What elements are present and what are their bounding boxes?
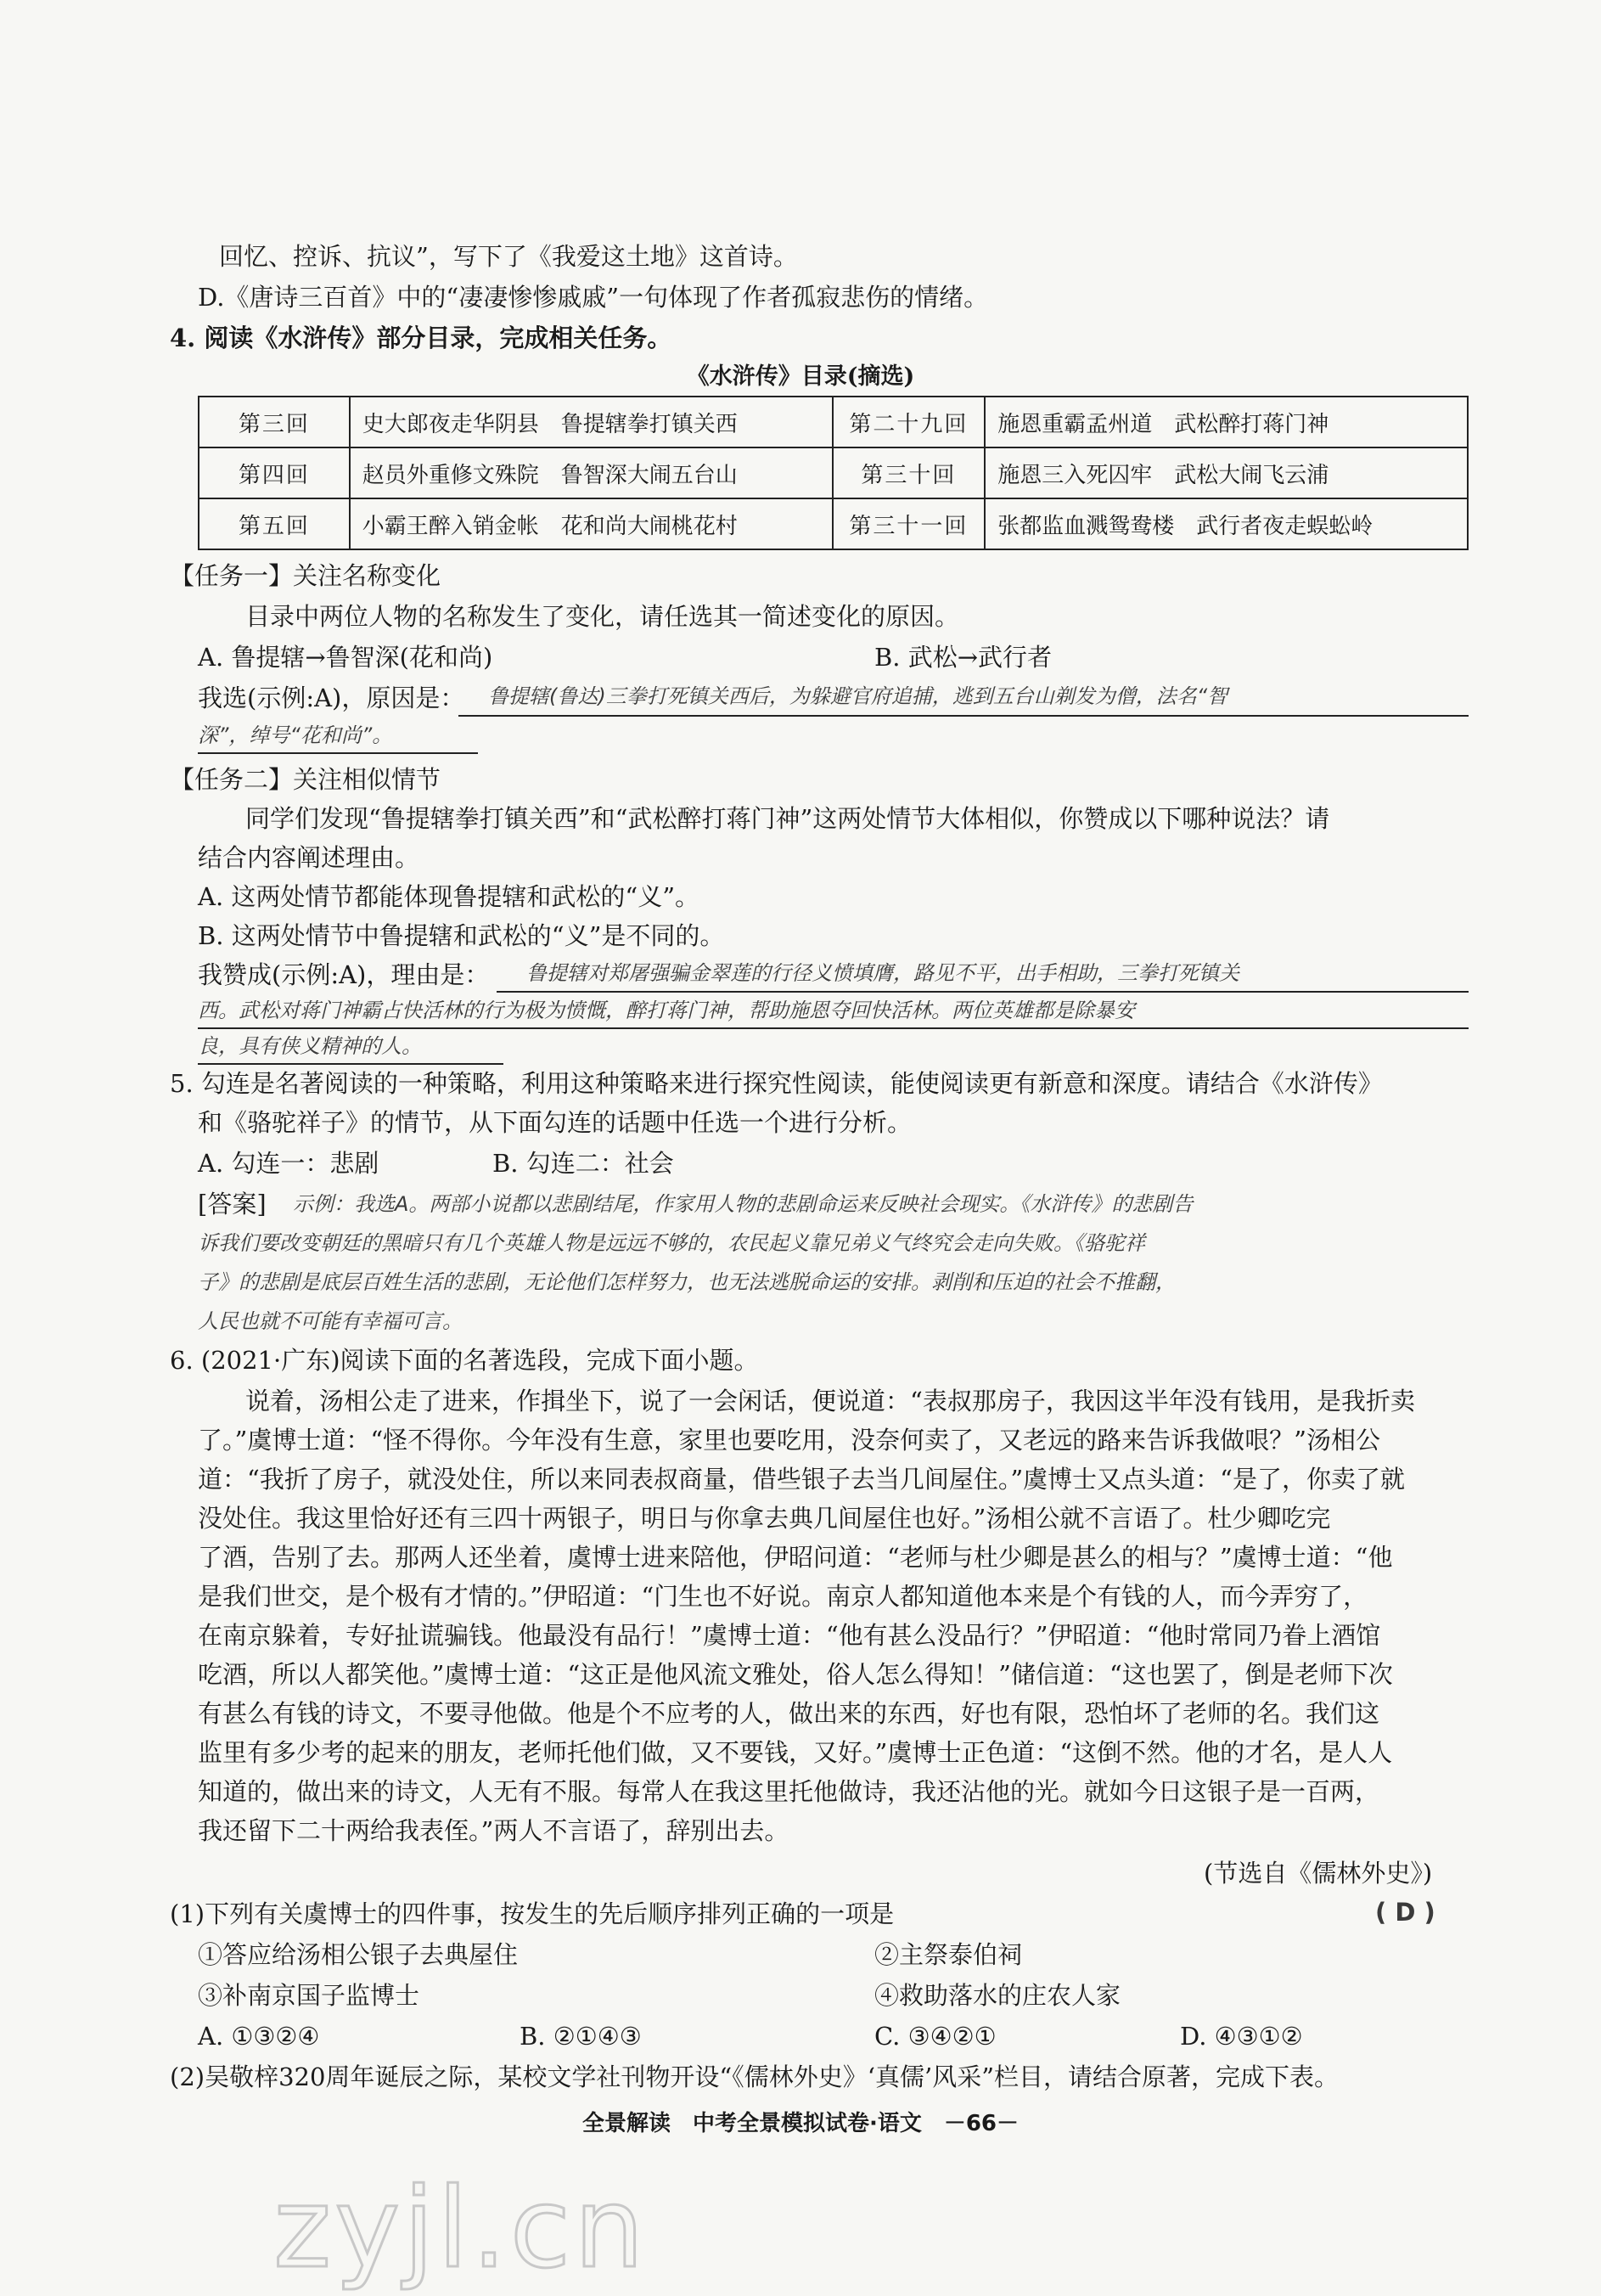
passage-line: 没处住。我这里恰好还有三四十两银子，明日与你拿去典几间屋住也好。”汤相公就不言语了。杜少卿吃完 (198, 1504, 1331, 1533)
passage-line: 道：“我折了房子，就没处住，所以来同表叔商量，借些银子去当几间屋住。”虞博士又点头道：“是了，你卖了就 (198, 1465, 1405, 1494)
task2-option-a: A. 这两处情节都能体现鲁提辖和武松的“义”。 (198, 882, 700, 911)
answer-underline (198, 752, 478, 754)
task1-option-a: A. 鲁提辖→鲁智深(花和尚) (198, 643, 493, 672)
passage-source: (节选自《儒林外史》) (1204, 1859, 1433, 1888)
task1-title: 【任务一】关注名称变化 (170, 561, 441, 590)
table-row (199, 447, 1468, 498)
q5-answer-3: 子》的悲剧是底层百姓生活的悲剧，无论他们怎样努力，也无法逃脱命运的安排。剥削和压迫的社会不推翻， (198, 1270, 1176, 1294)
task2-answer-2: 西。武松对蒋门神霸占快活林的行为极为愤慨，醉打蒋门神，帮助施恩夺回快活林。两位英雄都是除暴安 (198, 999, 1135, 1022)
q5-option-a: A. 勾连一：悲剧 (198, 1149, 379, 1178)
passage-line: 监里有多少考的起来的朋友，老师托他们做，又不要钱，又好。”虞博士正色道：“这倒不然。他的才名，是人人 (198, 1738, 1393, 1767)
task1-option-b: B. 武松→武行者 (874, 643, 1053, 672)
task1-text: 目录中两位人物的名称发生了变化，请任选其一简述变化的原因。 (245, 602, 960, 631)
task2-text-2: 结合内容阐述理由。 (198, 843, 420, 872)
toc-title-cell: 张都监血溅鸳鸯楼 武行者夜走蜈蚣岭 (985, 498, 1468, 549)
q5-answer-4: 人民也就不可能有幸福可言。 (198, 1309, 463, 1333)
toc-title-cell: 史大郎夜走华阴县 鲁提辖拳打镇关西 (350, 397, 833, 447)
task1-answer-2: 深”，绰号“花和尚”。 (198, 723, 393, 747)
answer-underline (458, 715, 1469, 717)
answer-underline (497, 991, 1469, 993)
task1-label: 我选(示例:A)，原因是： (198, 684, 465, 712)
table-row (199, 498, 1468, 549)
q5-option-b: B. 勾连二：社会 (492, 1149, 674, 1178)
toc-chapter: 第二十九回 (833, 397, 986, 447)
q6-sub1-stem: (1)下列有关虞博士的四件事，按发生的先后顺序排列正确的一项是 (170, 1899, 895, 1928)
q5-stem-1: 5. 勾连是名著阅读的一种策略，利用这种策略来进行探究性阅读，能使阅读更有新意和深度。请结合《水浒传》 (170, 1069, 1383, 1098)
passage-line: 知道的，做出来的诗文，人无有不服。每常人在我这里托他做诗，我还沾他的光。就如今日这银子是一百两， (198, 1777, 1380, 1806)
q4-stem: 4. 阅读《水浒传》部分目录，完成相关任务。 (170, 324, 672, 352)
choice-d: D. ④③①② (1180, 2022, 1303, 2051)
task2-text-1: 同学们发现“鲁提辖拳打镇关西”和“武松醉打蒋门神”这两处情节大体相似，你赞成以下哪种说法？请 (245, 804, 1330, 833)
event-item: ①答应给汤相公银子去典屋住 (198, 1940, 519, 1969)
passage-line: 了酒，告别了去。那两人还坐着，虞博士进来陪他，伊昭问道：“老师与杜少卿是甚么的相与？”虞博士道：“他 (198, 1543, 1393, 1572)
event-item: ③补南京国子监博士 (198, 1981, 420, 2010)
toc-chapter: 第四回 (199, 447, 350, 498)
task1-answer-1: 鲁提辖(鲁达)三拳打死镇关西后，为躲避官府追捕，逃到五台山剃发为僧，法名“智 (488, 684, 1228, 708)
choice-c: C. ③④②① (874, 2022, 997, 2051)
choice-b: B. ②①④③ (520, 2022, 642, 2051)
toc-title: 《水浒传》目录(摘选) (686, 363, 915, 390)
toc-title-cell: 小霸王醉入销金帐 花和尚大闹桃花村 (350, 498, 833, 549)
passage-line: 是我们世交，是个极有才情的。”伊昭道：“门生也不好说。南京人都知道他本来是个有钱的人，而今弄穷了， (198, 1582, 1368, 1611)
toc-chapter: 第三回 (199, 397, 350, 447)
q6-sub1-answer: ( D ) (1375, 1898, 1435, 1927)
event-item: ④救助落水的庄农人家 (874, 1981, 1121, 2010)
task2-answer-3: 良，具有侠义精神的人。 (198, 1034, 422, 1058)
top-line-2: D.《唐诗三百首》中的“凄凄惨惨戚戚”一句体现了作者孤寂悲伤的情绪。 (198, 283, 989, 312)
q5-answer-1: 示例：我选A。两部小说都以悲剧结尾，作家用人物的悲剧命运来反映社会现实。《水浒传》的悲剧告 (293, 1192, 1194, 1216)
q5-answer-label: [答案] (198, 1190, 267, 1218)
toc-chapter: 第三十回 (833, 447, 986, 498)
q6-sub2-stem: (2)吴敬梓320周年诞辰之际，某校文学社刊物开设“《儒林外史》‘真儒’风采”栏目，请结合原著，完成下表。 (170, 2062, 1340, 2091)
task2-label: 我赞成(示例:A)，理由是： (198, 960, 490, 989)
toc-title-cell: 施恩三入死囚牢 武松大闹飞云浦 (985, 447, 1468, 498)
event-item: ②主祭泰伯祠 (874, 1940, 1023, 1969)
page-footer: 全景解读 中考全景模拟试卷·语文 －66－ (581, 2111, 1020, 2136)
top-line-1: 回忆、控诉、抗议”，写下了《我爱这土地》这首诗。 (219, 242, 798, 271)
passage-line: 了。”虞博士道：“怪不得你。今年没有生意，家里也要吃用，没奈何卖了，又老远的路来告诉我做哏？”汤相公 (198, 1426, 1380, 1455)
q5-stem-2: 和《骆驼祥子》的情节，从下面勾连的话题中任选一个进行分析。 (198, 1108, 913, 1137)
toc-chapter: 第三十一回 (833, 498, 986, 549)
task2-answer-1: 鲁提辖对郑屠强骗金翠莲的行径义愤填膺，路见不平，出手相助，三拳打死镇关 (526, 961, 1239, 985)
task2-title: 【任务二】关注相似情节 (170, 765, 441, 794)
passage-line: 我还留下二十两给我表侄。”两人不言语了，辞别出去。 (198, 1816, 789, 1845)
answer-underline (198, 1063, 503, 1065)
choice-a: A. ①③②④ (198, 2022, 320, 2051)
toc-title-cell: 施恩重霸孟州道 武松醉打蒋门神 (985, 397, 1468, 447)
q6-stem: 6. (2021·广东)阅读下面的名著选段，完成下面小题。 (170, 1346, 759, 1375)
passage-line: 有甚么有钱的诗文，不要寻他做。他是个不应考的人，做出来的东西，好也有限，恐怕坏了老师的名。我们这 (198, 1699, 1380, 1728)
q5-answer-2: 诉我们要改变朝廷的黑暗只有几个英雄人物是远远不够的，农民起义靠兄弟义气终究会走向失败。《骆驼祥 (198, 1231, 1145, 1255)
passage-line: 吃酒，所以人都笑他。”虞博士道：“这正是他风流文雅处，俗人怎么得知！”储信道：“这也罢了，倒是老师下次 (198, 1660, 1393, 1689)
toc-chapter: 第五回 (199, 498, 350, 549)
watermark-logo: zyjl.cn (273, 2164, 648, 2293)
toc-table (198, 396, 1469, 550)
task2-option-b: B. 这两处情节中鲁提辖和武松的“义”是不同的。 (198, 921, 725, 950)
passage-line: 在南京躲着，专好扯谎骗钱。他最没有品行！”虞博士道：“他有甚么没品行？”伊昭道：“他时常同乃眷上酒馆 (198, 1621, 1381, 1650)
table-row (199, 397, 1468, 447)
passage-line: 说着，汤相公走了进来，作揖坐下，说了一会闲话，便说道：“表叔那房子，我因这半年没有钱用，是我折卖 (245, 1387, 1415, 1415)
toc-title-cell: 赵员外重修文殊院 鲁智深大闹五台山 (350, 447, 833, 498)
